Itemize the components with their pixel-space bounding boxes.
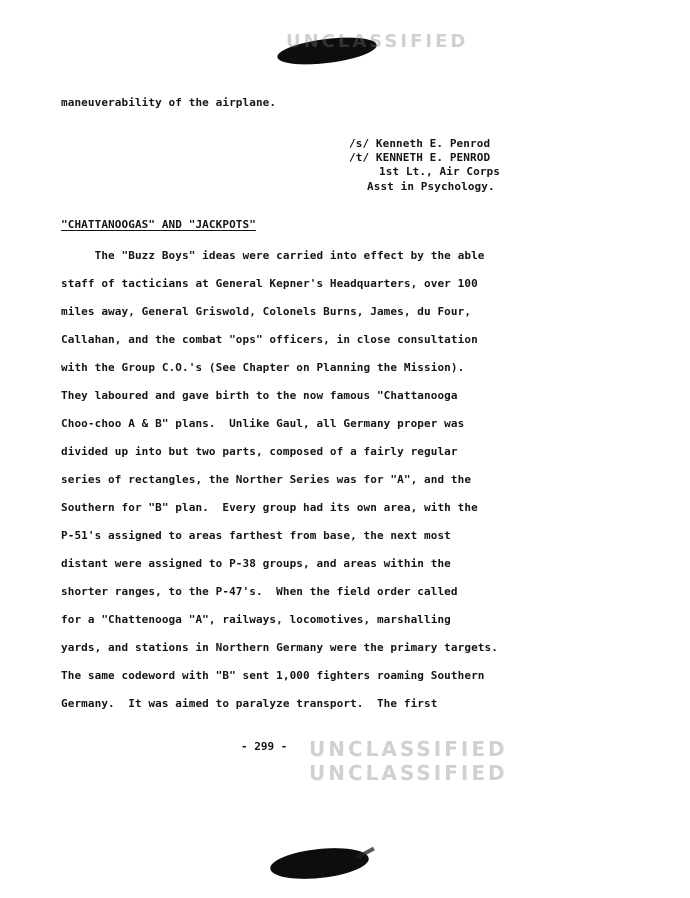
body-line: Callahan, and the combat "ops" officers, in close consultation (61, 333, 478, 346)
page-number: - 299 - (241, 740, 288, 753)
body-line: distant were assigned to P-38 groups, and areas within the (61, 557, 451, 570)
signature-line-2: /t/ KENNETH E. PENROD (349, 151, 491, 164)
body-line: with the Group C.O.'s (See Chapter on Planning the Mission). (61, 361, 465, 374)
bottom-faded-stamp: UNCLASSIFIED UNCLASSIFIED (309, 737, 508, 785)
body-line: They laboured and gave birth to the now famous "Chattanooga (61, 389, 458, 402)
top-faded-stamp: UNCLASSIFIED (286, 31, 469, 52)
body-line: Germany. It was aimed to paralyze transport. The first (61, 697, 438, 710)
bottom-redaction-mark (269, 844, 370, 883)
body-line: shorter ranges, to the P-47's. When the field order called (61, 585, 458, 598)
body-line: miles away, General Griswold, Colonels Burns, James, du Four, (61, 305, 472, 318)
body-line: Southern for "B" plan. Every group had its own area, with the (61, 501, 478, 514)
signature-line-3: 1st Lt., Air Corps (379, 165, 501, 178)
signature-line-1: /s/ Kenneth E. Penrod (349, 137, 491, 150)
body-line: divided up into but two parts, composed of a fairly regular (61, 445, 458, 458)
intro-line: maneuverability of the airplane. (61, 96, 277, 109)
body-line: The same codeword with "B" sent 1,000 fighters roaming Southern (61, 669, 485, 682)
signature-line-4: Asst in Psychology. (367, 180, 495, 193)
body-line: staff of tacticians at General Kepner's Headquarters, over 100 (61, 277, 478, 290)
body-line: series of rectangles, the Norther Series was for "A", and the (61, 473, 472, 486)
body-line: yards, and stations in Northern Germany were the primary targets. (61, 641, 498, 654)
body-line: The "Buzz Boys" ideas were carried into effect by the able (61, 249, 485, 262)
body-line: P-51's assigned to areas farthest from base, the next most (61, 529, 451, 542)
body-line: Choo-choo A & B" plans. Unlike Gaul, all Germany proper was (61, 417, 465, 430)
section-heading: "CHATTANOOGAS" AND "JACKPOTS" (61, 218, 256, 231)
body-line: for a "Chattenooga "A", railways, locomotives, marshalling (61, 613, 451, 626)
